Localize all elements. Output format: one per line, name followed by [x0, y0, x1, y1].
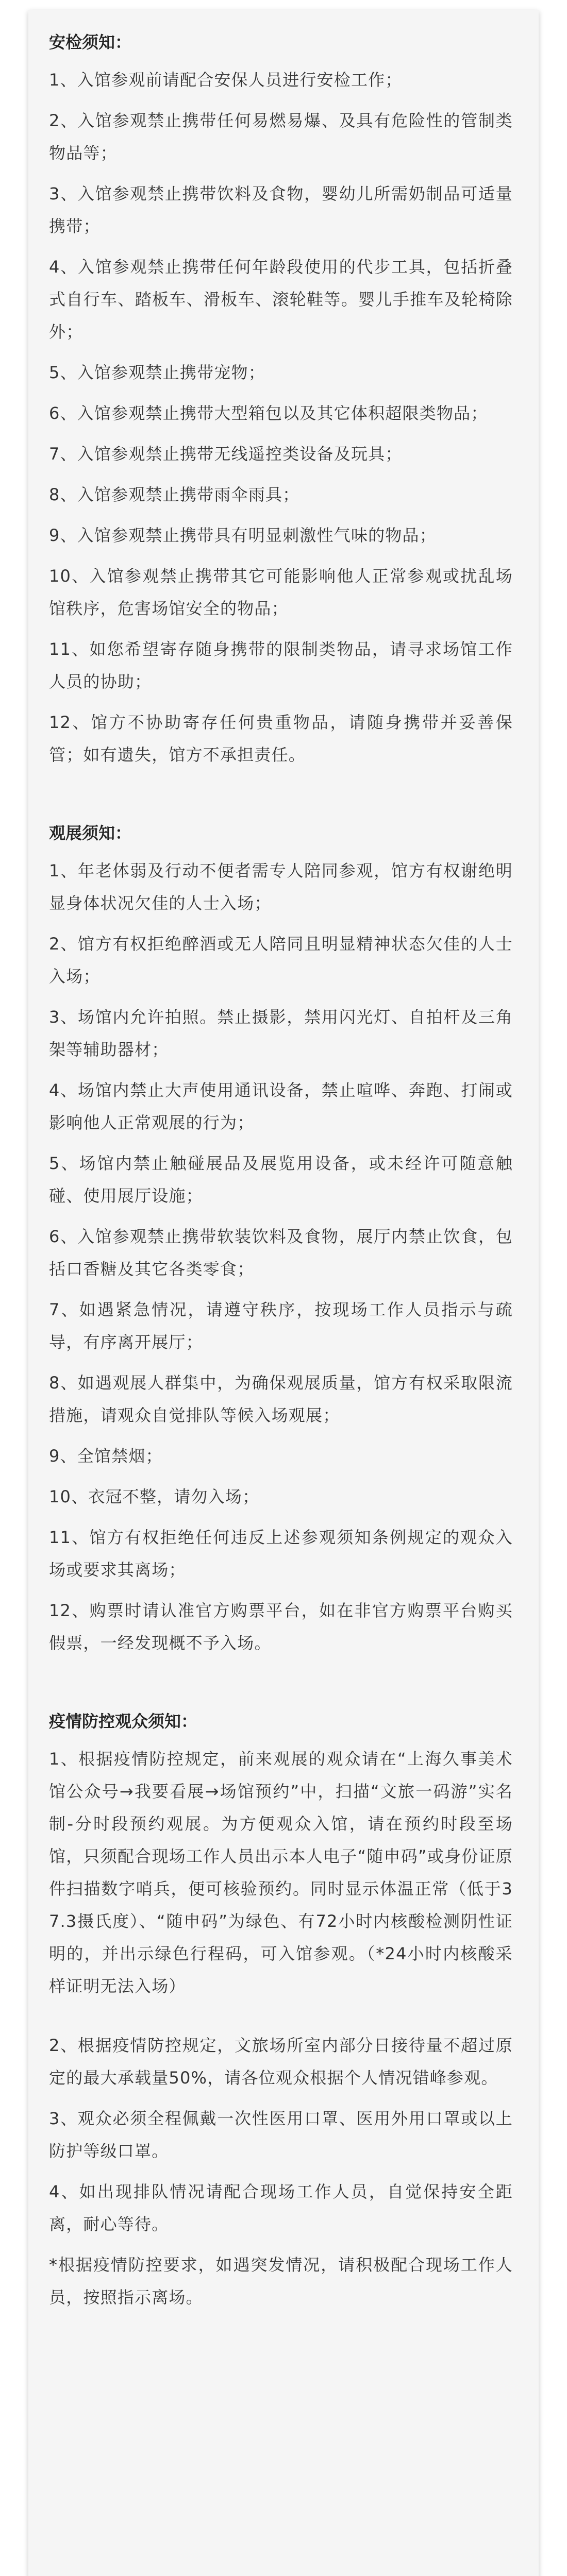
list-item: 12、购票时请认准官方购票平台，如在非官方购票平台购买假票，一经发现概不予入场。 [49, 1601, 513, 1653]
list-item: 6、入馆参观禁止携带软装饮料及食物，展厅内禁止饮食，包括口香糖及其它各类零食； [49, 1227, 513, 1279]
list-item: 3、观众必须全程佩戴一次性医用口罩、医用外用口罩或以上防护等级口罩。 [49, 2109, 513, 2161]
notice-card [28, 10, 539, 2576]
list-item: *根据疫情防控要求，如遇突发情况，请积极配合现场工作人员，按照指示离场。 [49, 2255, 513, 2307]
list-item: 5、入馆参观禁止携带宠物； [49, 363, 265, 382]
list-item: 3、入馆参观禁止携带饮料及食物，婴幼儿所需奶制品可适量携带； [49, 184, 513, 236]
list-item: 8、入馆参观禁止携带雨伞雨具； [49, 485, 300, 504]
section-title: 疫情防控观众须知： [49, 1711, 198, 1731]
list-item: 12、馆方不协助寄存任何贵重物品，请随身携带并妥善保管；如有遗失，馆方不承担责任。 [49, 713, 513, 765]
list-item: 9、入馆参观禁止携带具有明显刺激性气味的物品； [49, 526, 437, 545]
list-item: 1、入馆参观前请配合安保人员进行安检工作； [49, 70, 403, 90]
list-item: 2、馆方有权拒绝醉酒或无人陪同且明显精神状态欠佳的人士入场； [49, 934, 513, 986]
list-item: 10、入馆参观禁止携带其它可能影响他人正常参观或扰乱场馆秩序，危害场馆安全的物品； [49, 566, 513, 618]
section-title: 观展须知： [49, 823, 132, 843]
list-item: 9、全馆禁烟； [49, 1446, 163, 1466]
list-item: 2、入馆参观禁止携带任何易燃易爆、及具有危险性的管制类物品等； [49, 111, 513, 163]
list-item: 11、馆方有权拒绝任何违反上述参观须知条例规定的观众入场或要求其离场； [49, 1528, 513, 1580]
security-notice-section [49, 28, 513, 771]
list-item: 1、年老体弱及行动不便者需专人陪同参观，馆方有权谢绝明显身体状况欠佳的人士入场； [49, 861, 513, 913]
list-item: 10、衣冠不整，请勿入场； [49, 1487, 260, 1506]
list-item: 3、场馆内允许拍照。禁止摄影，禁用闪光灯、自拍杆及三角架等辅助器材； [49, 1007, 513, 1059]
section-title: 安检须知： [49, 32, 132, 52]
list-item: 6、入馆参观禁止携带大型箱包以及其它体积超限类物品； [49, 403, 488, 423]
epidemic-notice-section [49, 1707, 513, 2314]
list-item: 2、根据疫情防控规定，文旅场所室内部分日接待量不超过原定的最大承载量50%，请各位观众根据个人情况错峰参观。 [49, 2036, 513, 2088]
list-item: 8、如遇观展人群集中，为确保观展质量，馆方有权采取限流措施，请观众自觉排队等候入场观展； [49, 1373, 513, 1425]
list-item: 4、场馆内禁止大声使用通讯设备，禁止喧哗、奔跑、打闹或影响他人正常观展的行为； [49, 1080, 513, 1132]
list-item: 4、如出现排队情况请配合现场工作人员，自觉保持安全距离，耐心等待。 [49, 2182, 513, 2234]
list-item: 4、入馆参观禁止携带任何年龄段使用的代步工具，包括折叠式自行车、踏板车、滑板车、滚轮鞋等。婴儿手推车及轮椅除外； [49, 257, 513, 342]
viewing-notice-section [49, 819, 513, 1659]
list-item: 11、如您希望寄存随身携带的限制类物品，请寻求场馆工作人员的协助； [49, 639, 513, 691]
list-item: 7、如遇紧急情况，请遵守秩序，按现场工作人员指示与疏导，有序离开展厅； [49, 1300, 513, 1352]
list-item: 7、入馆参观禁止携带无线遥控类设备及玩具； [49, 444, 403, 464]
list-item: 1、根据疫情防控规定，前来观展的观众请在“上海久事美术馆公众号→我要看展→场馆预约”中，扫描“文旅一码游”实名制-分时段预约观展。为方便观众入馆，请在预约时段至场馆，只须配合现场工作人员出示本人电子“随申码”或身份证原件扫描数字哨兵，便可核验预约。同时显示体温正常（低于37.3摄氏度）、“随申码”为绿色、有72小时内核酸检测阴性证明的，并出示绿色行程码，可入馆参观。（*24小时内核酸采样证明无法入场） [49, 1749, 513, 1996]
list-item: 5、场馆内禁止触碰展品及展览用设备，或未经许可随意触碰、使用展厅设施； [49, 1154, 513, 1206]
